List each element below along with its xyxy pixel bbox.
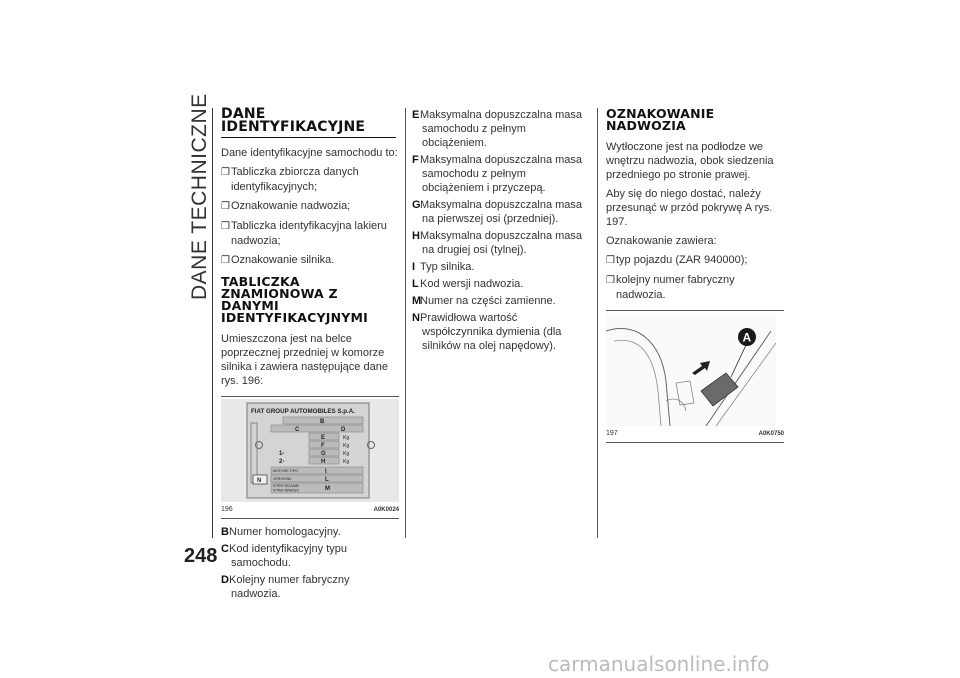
- svg-text:B: B: [320, 419, 325, 425]
- checkbox-bullet-icon: ❒: [221, 221, 230, 232]
- figure-code: A0K0750: [758, 431, 784, 437]
- figure-196: [221, 396, 399, 519]
- svg-text:N: N: [257, 478, 262, 484]
- svg-text:Kg: Kg: [343, 435, 350, 441]
- svg-text:G: G: [321, 451, 326, 457]
- svg-text:VERSIONE: VERSIONE: [273, 477, 292, 481]
- bullet-item: ❒Oznakowanie nadwozia;: [221, 200, 351, 212]
- svg-text:N°PER RICAMBI: N°PER RICAMBI: [273, 484, 299, 488]
- svg-text:F: F: [321, 443, 325, 449]
- svg-text:1-: 1-: [279, 451, 285, 457]
- bullet-item: ❒typ pojazdu (ZAR 940000);: [606, 254, 748, 266]
- svg-text:Kg: Kg: [343, 451, 350, 457]
- checkbox-bullet-icon: ❒: [221, 255, 230, 266]
- svg-text:L: L: [325, 477, 329, 483]
- checkbox-bullet-icon: ❒: [221, 167, 230, 178]
- svg-text:N°PER SPARGO: N°PER SPARGO: [273, 488, 299, 493]
- definition-item: EMaksymalna dopuszczalna masa samochodu z pełnym obciążeniem.: [412, 109, 583, 149]
- heading-dane-identyfikacyjne: DANE IDENTYFIKACYJNE: [221, 108, 396, 138]
- section-tab-label: DANE TECHNICZNE: [188, 93, 211, 300]
- svg-text:MOTORE TIPO: MOTORE TIPO: [273, 469, 299, 473]
- definition-item: BNumer homologacyjny.: [221, 526, 341, 538]
- definition-item: NPrawidłowa wartość współczynnika dymienia (dla silników na olej napędowy).: [412, 312, 562, 352]
- figure-197: [606, 310, 784, 443]
- svg-text:2-: 2-: [279, 459, 285, 465]
- bullet-item: ❒kolejny numer fabryczny nadwozia.: [606, 274, 735, 301]
- paragraph: Aby się do niego dostać, należy przesunąć w przód pokrywę A rys. 197.: [606, 188, 773, 228]
- callout-a: A: [742, 330, 752, 345]
- watermark: carmanualsonline.info: [548, 652, 770, 676]
- definition-item: HMaksymalna dopuszczalna masa na drugiej osi (tylnej).: [412, 230, 583, 256]
- bullet-item: ❒Oznakowanie silnika.: [221, 254, 335, 266]
- definition-item: MNumer na części zamienne.: [412, 295, 556, 307]
- page-number: 248: [184, 545, 218, 567]
- svg-text:D: D: [341, 427, 346, 433]
- svg-text:FIAT GROUP AUTOMOBILES S.p.A.: FIAT GROUP AUTOMOBILES S.p.A.: [251, 408, 355, 415]
- paragraph: Wytłoczone jest na podłodze we wnętrzu nadwozia, obok siedzenia przedniego po stronie prawej.: [606, 141, 774, 181]
- column-3: [606, 108, 784, 449]
- checkbox-bullet-icon: ❒: [606, 275, 615, 286]
- bullet-item: ❒Tabliczka identyfikacyjna lakieru nadwozia;: [221, 220, 387, 247]
- svg-text:M: M: [325, 486, 330, 492]
- figure-caption: [606, 426, 784, 442]
- figure-number: 197: [606, 430, 618, 437]
- paragraph: Oznakowanie zawiera:: [606, 235, 717, 247]
- svg-text:C: C: [295, 427, 300, 433]
- svg-text:Kg: Kg: [343, 443, 350, 449]
- column-1: [221, 108, 399, 604]
- svg-text:H: H: [321, 459, 326, 465]
- svg-text:E: E: [321, 435, 326, 441]
- definition-item: CKod identyfikacyjny typu samochodu.: [221, 543, 348, 569]
- body-marking-illustration: [606, 311, 776, 426]
- heading-oznakowanie-nadwozia: OZNAKOWANIE NADWOZIA: [606, 106, 715, 133]
- figure-code: A0K0024: [373, 507, 399, 513]
- definition-item: FMaksymalna dopuszczalna masa samochodu z pełnym obciążeniem i przyczepą.: [412, 154, 583, 194]
- checkbox-bullet-icon: ❒: [606, 255, 615, 266]
- id-plate-illustration: [221, 397, 399, 502]
- svg-text:Kg: Kg: [343, 459, 350, 465]
- tabliczka-text: Umieszczona jest na belce poprzecznej przedniej w komorze silnika i zawiera następujące dane rys. 196:: [221, 333, 388, 387]
- column-2: [412, 108, 588, 356]
- definition-item: LKod wersji nadwozia.: [412, 278, 524, 290]
- heading-tabliczka: TABLICZKA ZNAMIONOWA Z DANYMI IDENTYFIKACYJNYMI: [221, 274, 369, 325]
- svg-text:I: I: [325, 469, 327, 475]
- checkbox-bullet-icon: ❒: [221, 201, 230, 212]
- bullet-item: ❒Tabliczka zbiorcza danych identyfikacyjnych;: [221, 166, 359, 193]
- definition-item: GMaksymalna dopuszczalna masa na pierwszej osi (przedniej).: [412, 199, 583, 225]
- section-divider: [212, 108, 213, 538]
- column-divider-1: [405, 108, 406, 538]
- definition-item: I Typ silnika.: [412, 261, 475, 273]
- figure-caption: [221, 502, 399, 518]
- definition-item: DKolejny numer fabryczny nadwozia.: [221, 574, 350, 600]
- column-divider-2: [597, 108, 598, 538]
- intro-text: Dane identyfikacyjne samochodu to:: [221, 147, 398, 159]
- figure-number: 196: [221, 506, 233, 513]
